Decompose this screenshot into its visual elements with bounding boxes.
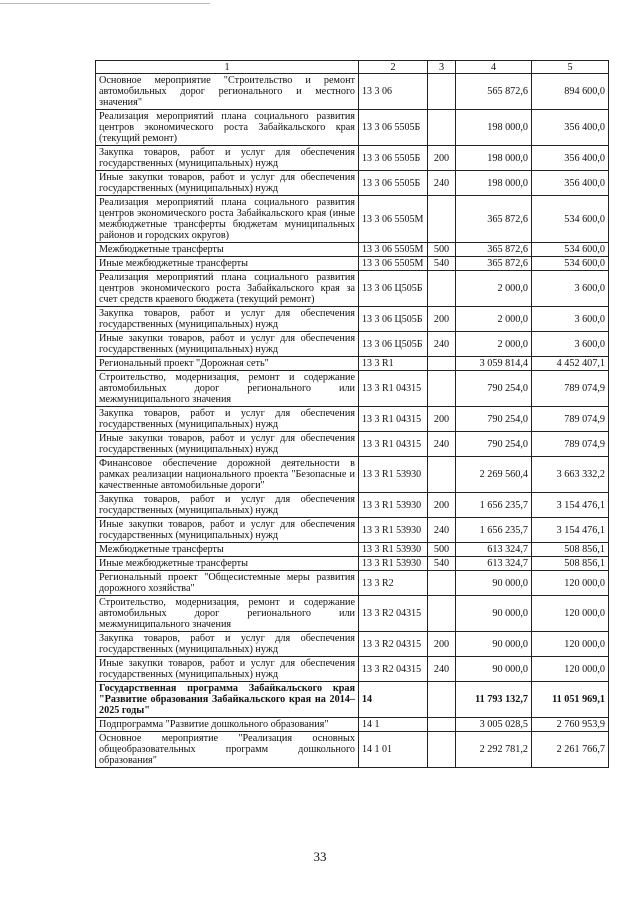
table-row [96,357,609,371]
row-value-2025-cell: 3 600,0 [532,307,609,332]
row-name-cell: Иные закупки товаров, работ и услуг для обеспечения государственных (муниципальных) нужд [96,332,359,357]
row-code-cell: 13 3 R1 53930 [359,493,428,518]
row-expense-type-cell [428,357,456,371]
row-value-2025-cell: 508 856,1 [532,543,609,557]
row-name-cell: Реализация мероприятий плана социального развития центров экономического роста Забайкальского края за счет средств краевого бюджета (текущий ремонт) [96,271,359,307]
row-expense-type-cell: 240 [428,171,456,196]
row-name-cell: Закупка товаров, работ и услуг для обеспечения государственных (муниципальных) нужд [96,493,359,518]
table-row [96,74,609,110]
row-expense-type-cell: 200 [428,632,456,657]
table-row [96,557,609,571]
table-row [96,307,609,332]
row-name-cell: Иные межбюджетные трансферты [96,257,359,271]
row-value-2025-cell: 534 600,0 [532,196,609,243]
row-value-2024-cell: 790 254,0 [456,432,532,457]
row-value-2024-cell: 790 254,0 [456,407,532,432]
row-value-2024-cell: 198 000,0 [456,110,532,146]
row-name-cell: Строительство, модернизация, ремонт и содержание автомобильных дорог регионального или межмуниципального значения [96,371,359,407]
row-name-cell: Реализация мероприятий плана социального развития центров экономического роста Забайкальского края (иные межбюджетные трансферты бюджетам муниципальных районов и городских округов) [96,196,359,243]
table-row [96,271,609,307]
table-row [96,571,609,596]
row-value-2024-cell: 365 872,6 [456,257,532,271]
row-value-2025-cell: 3 154 476,1 [532,518,609,543]
header-col-3: 3 [428,61,456,74]
row-value-2024-cell: 3 005 028,5 [456,718,532,732]
row-code-cell: 14 1 [359,718,428,732]
table-row [96,171,609,196]
row-value-2025-cell: 789 074,9 [532,371,609,407]
page-number: 33 [313,849,327,864]
row-code-cell: 13 3 R1 04315 [359,432,428,457]
row-value-2024-cell: 90 000,0 [456,571,532,596]
row-code-cell: 13 3 R2 04315 [359,657,428,682]
row-value-2025-cell: 120 000,0 [532,596,609,632]
table-row [96,243,609,257]
table-row [96,146,609,171]
header-col-1: 1 [96,61,359,74]
row-value-2025-cell: 356 400,0 [532,146,609,171]
row-value-2024-cell: 90 000,0 [456,596,532,632]
row-value-2024-cell: 198 000,0 [456,146,532,171]
row-value-2025-cell: 2 760 953,9 [532,718,609,732]
row-code-cell: 13 3 R1 [359,357,428,371]
row-expense-type-cell: 540 [428,257,456,271]
row-value-2025-cell: 3 600,0 [532,271,609,307]
row-expense-type-cell: 240 [428,657,456,682]
row-value-2025-cell: 894 600,0 [532,74,609,110]
row-value-2024-cell: 2 269 560,4 [456,457,532,493]
row-expense-type-cell [428,682,456,718]
row-name-cell: Основное мероприятие "Строительство и ремонт автомобильных дорог регионального и местного значения" [96,74,359,110]
table-row [96,682,609,718]
table-row [96,110,609,146]
row-value-2025-cell: 3 154 476,1 [532,493,609,518]
row-value-2024-cell: 613 324,7 [456,543,532,557]
scan-edge-line [0,3,210,4]
row-code-cell: 13 3 R1 04315 [359,407,428,432]
row-code-cell: 13 3 06 Ц505Б [359,307,428,332]
row-code-cell: 13 3 06 Ц505Б [359,271,428,307]
row-value-2024-cell: 365 872,6 [456,243,532,257]
row-code-cell: 13 3 06 [359,74,428,110]
row-expense-type-cell [428,110,456,146]
row-name-cell: Региональный проект "Дорожная сеть" [96,357,359,371]
row-code-cell: 13 3 R1 04315 [359,371,428,407]
row-expense-type-cell [428,371,456,407]
row-name-cell: Государственная программа Забайкальского края "Развитие образования Забайкальского края на 2014–2025 годы" [96,682,359,718]
row-value-2024-cell: 90 000,0 [456,657,532,682]
header-col-5: 5 [532,61,609,74]
header-col-4: 4 [456,61,532,74]
row-name-cell: Подпрограмма "Развитие дошкольного образования" [96,718,359,732]
row-code-cell: 14 [359,682,428,718]
row-expense-type-cell: 200 [428,146,456,171]
row-value-2024-cell: 1 656 235,7 [456,518,532,543]
table-row [96,732,609,768]
row-value-2025-cell: 120 000,0 [532,632,609,657]
row-value-2024-cell: 198 000,0 [456,171,532,196]
table-row [96,718,609,732]
row-code-cell: 13 3 R2 [359,571,428,596]
row-value-2024-cell: 2 000,0 [456,332,532,357]
row-value-2024-cell: 2 292 781,2 [456,732,532,768]
row-value-2025-cell: 534 600,0 [532,257,609,271]
row-value-2024-cell: 790 254,0 [456,371,532,407]
row-name-cell: Основное мероприятие "Реализация основных общеобразовательных программ дошкольного образования" [96,732,359,768]
row-expense-type-cell [428,732,456,768]
table-body [96,74,609,768]
table-row [96,596,609,632]
row-name-cell: Закупка товаров, работ и услуг для обеспечения государственных (муниципальных) нужд [96,632,359,657]
row-expense-type-cell: 200 [428,493,456,518]
row-name-cell: Реализация мероприятий плана социального развития центров экономического роста Забайкальского края (текущий ремонт) [96,110,359,146]
table-row [96,257,609,271]
row-expense-type-cell [428,457,456,493]
table-row [96,371,609,407]
table-row [96,457,609,493]
row-value-2025-cell: 356 400,0 [532,110,609,146]
row-expense-type-cell: 240 [428,432,456,457]
row-value-2024-cell: 613 324,7 [456,557,532,571]
row-code-cell: 13 3 R1 53930 [359,543,428,557]
row-value-2025-cell: 11 051 969,1 [532,682,609,718]
row-expense-type-cell [428,196,456,243]
row-name-cell: Иные закупки товаров, работ и услуг для обеспечения государственных (муниципальных) нужд [96,171,359,196]
row-expense-type-cell [428,271,456,307]
row-code-cell: 13 3 06 5505Б [359,171,428,196]
row-code-cell: 13 3 R2 04315 [359,632,428,657]
row-name-cell: Закупка товаров, работ и услуг для обеспечения государственных (муниципальных) нужд [96,307,359,332]
row-value-2024-cell: 11 793 132,7 [456,682,532,718]
row-value-2025-cell: 3 600,0 [532,332,609,357]
row-expense-type-cell: 240 [428,332,456,357]
row-value-2025-cell: 2 261 766,7 [532,732,609,768]
row-value-2024-cell: 365 872,6 [456,196,532,243]
row-code-cell: 13 3 R2 04315 [359,596,428,632]
table-row [96,407,609,432]
row-code-cell: 13 3 R1 53930 [359,457,428,493]
budget-table [95,60,609,768]
row-name-cell: Межбюджетные трансферты [96,543,359,557]
row-value-2025-cell: 534 600,0 [532,243,609,257]
row-value-2024-cell: 1 656 235,7 [456,493,532,518]
row-code-cell: 13 3 R1 53930 [359,518,428,543]
row-name-cell: Иные закупки товаров, работ и услуг для обеспечения государственных (муниципальных) нужд [96,657,359,682]
table-row [96,493,609,518]
row-value-2024-cell: 90 000,0 [456,632,532,657]
row-value-2025-cell: 120 000,0 [532,571,609,596]
row-expense-type-cell: 500 [428,243,456,257]
row-expense-type-cell: 200 [428,307,456,332]
row-code-cell: 13 3 06 5505М [359,196,428,243]
row-value-2025-cell: 4 452 407,1 [532,357,609,371]
row-code-cell: 13 3 06 Ц505Б [359,332,428,357]
row-code-cell: 13 3 06 5505М [359,257,428,271]
row-expense-type-cell: 540 [428,557,456,571]
row-name-cell: Закупка товаров, работ и услуг для обеспечения государственных (муниципальных) нужд [96,146,359,171]
row-value-2024-cell: 2 000,0 [456,307,532,332]
row-value-2024-cell: 3 059 814,4 [456,357,532,371]
table-row [96,332,609,357]
row-name-cell: Иные закупки товаров, работ и услуг для обеспечения государственных (муниципальных) нужд [96,518,359,543]
row-name-cell: Региональный проект "Общесистемные меры развития дорожного хозяйства" [96,571,359,596]
row-name-cell: Закупка товаров, работ и услуг для обеспечения государственных (муниципальных) нужд [96,407,359,432]
row-value-2025-cell: 356 400,0 [532,171,609,196]
row-expense-type-cell [428,596,456,632]
table-row [96,543,609,557]
row-expense-type-cell [428,571,456,596]
row-code-cell: 13 3 06 5505Б [359,110,428,146]
row-code-cell: 13 3 06 5505М [359,243,428,257]
row-expense-type-cell [428,718,456,732]
table-row [96,196,609,243]
row-value-2025-cell: 3 663 332,2 [532,457,609,493]
row-name-cell: Строительство, модернизация, ремонт и содержание автомобильных дорог регионального или межмуниципального значения [96,596,359,632]
row-name-cell: Межбюджетные трансферты [96,243,359,257]
row-name-cell: Иные закупки товаров, работ и услуг для обеспечения государственных (муниципальных) нужд [96,432,359,457]
row-code-cell: 13 3 06 5505Б [359,146,428,171]
row-expense-type-cell: 240 [428,518,456,543]
row-value-2025-cell: 120 000,0 [532,657,609,682]
table-row [96,632,609,657]
table-row [96,518,609,543]
row-name-cell: Финансовое обеспечение дорожной деятельности в рамках реализации национального проекта "Безопасные и качественные автомобильные дороги" [96,457,359,493]
row-expense-type-cell [428,74,456,110]
header-col-2: 2 [359,61,428,74]
row-code-cell: 14 1 01 [359,732,428,768]
row-value-2025-cell: 789 074,9 [532,432,609,457]
row-value-2024-cell: 2 000,0 [456,271,532,307]
table-row [96,432,609,457]
row-code-cell: 13 3 R1 53930 [359,557,428,571]
table-row [96,657,609,682]
row-expense-type-cell: 200 [428,407,456,432]
row-value-2025-cell: 789 074,9 [532,407,609,432]
row-value-2025-cell: 508 856,1 [532,557,609,571]
table-header-row [96,61,609,74]
row-expense-type-cell: 500 [428,543,456,557]
row-name-cell: Иные межбюджетные трансферты [96,557,359,571]
row-value-2024-cell: 565 872,6 [456,74,532,110]
